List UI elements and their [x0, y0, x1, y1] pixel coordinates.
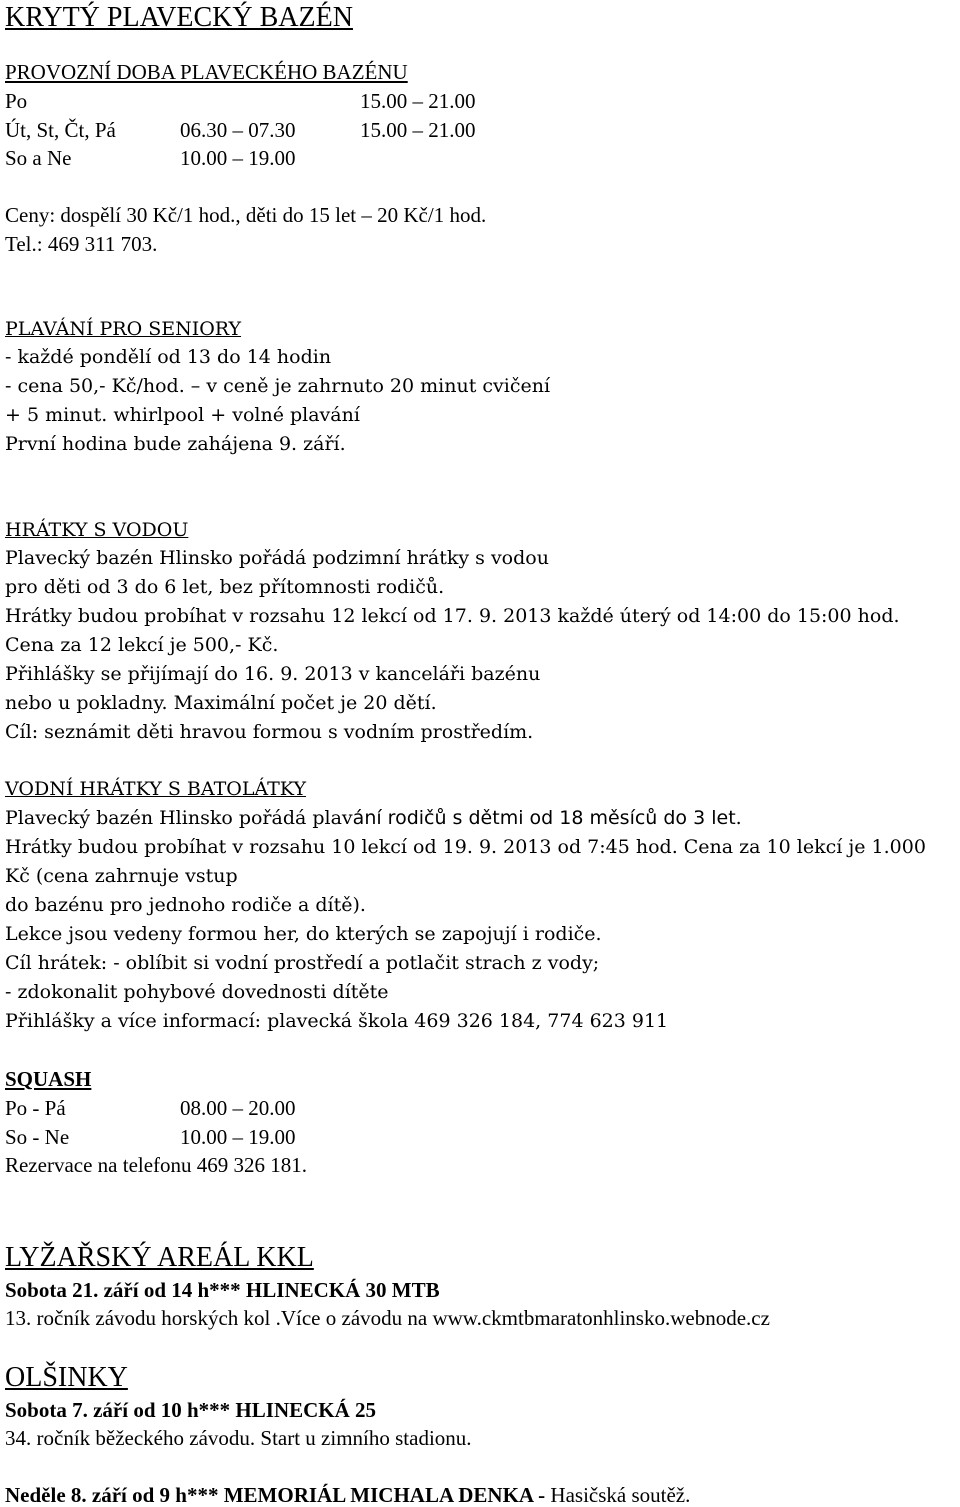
water-games-heading: HRÁTKY S VODOU — [5, 519, 189, 541]
squash-reservation: Rezervace na telefonu 469 326 181. — [5, 1153, 308, 1177]
water-games-line: Plavecký bazén Hlinsko pořádá podzimní hrátky s vodou — [5, 547, 549, 569]
intro-part: . — [735, 807, 742, 829]
toddler-games-line: Cíl hrátek: - oblíbit si vodní prostředí a potlačit strach z vody; — [5, 952, 600, 974]
toddler-games-intro — [5, 809, 742, 828]
water-games-line: Cena za 12 lekcí je 500,- Kč. — [5, 634, 279, 656]
olsinky-heading: OLŠINKY — [5, 1362, 128, 1393]
seniors-line: - cena 50,- Kč/hod. – v ceně je zahrnuto 20 minut cvičení — [5, 375, 551, 397]
water-games-line: Hrátky budou probíhat v rozsahu 12 lekcí od 17. 9. 2013 každé úterý od 14:00 do 15:00 hod. — [5, 605, 900, 627]
olsinky-event2 — [5, 1485, 690, 1506]
olsinky-event: Sobota 7. září od 10 h*** HLINECKÁ 25 — [5, 1398, 377, 1422]
hours-morning: 06.30 – 07.30 — [180, 118, 296, 142]
toddler-games-line: Lekce jsou vedeny formou her, do kterých se zapojují i rodiče. — [5, 923, 602, 945]
hours-morning: 10.00 – 19.00 — [180, 146, 296, 170]
seniors-line: + 5 minut. whirlpool + volné plavání — [5, 404, 360, 426]
toddler-games-line: do bazénu pro jednoho rodiče a dítě). — [5, 894, 366, 916]
squash-time: 10.00 – 19.00 — [180, 1125, 296, 1149]
hours-heading: PROVOZNÍ DOBA PLAVECKÉHO BAZÉNU — [5, 60, 408, 84]
event2-bold: Neděle 8. září od 9 h*** MEMORIÁL MICHALA DENKA - — [5, 1483, 551, 1507]
toddler-games-heading: VODNÍ HRÁTKY S BATOLÁTKY — [5, 778, 307, 800]
olsinky-desc: 34. ročník běžeckého závodu. Start u zimního stadionu. — [5, 1426, 472, 1450]
seniors-heading: PLAVÁNÍ PRO SENIORY — [5, 318, 242, 340]
hours-day: So a Ne — [5, 146, 72, 170]
water-games-line: pro děti od 3 do 6 let, bez přítomnosti rodičů. — [5, 576, 445, 598]
seniors-line: První hodina bude zahájena 9. září. — [5, 433, 346, 455]
intro-part: Plavecký bazén Hlinsko pořádá plav — [5, 807, 353, 829]
ski-desc: 13. ročník závodu horských kol .Více o závodu na www.ckmtbmaratonhlinsko.webnode.cz — [5, 1306, 770, 1330]
hours-day: Po — [5, 89, 28, 113]
hours-day: Út, St, Čt, Pá — [5, 118, 116, 142]
hours-afternoon: 15.00 – 21.00 — [360, 89, 476, 113]
intro-part: ání rodičů s dětmi od 18 měsíců do 3 let — [352, 807, 736, 829]
event2-rest: Hasičská soutěž. — [550, 1483, 691, 1507]
squash-heading: SQUASH — [5, 1067, 92, 1091]
seniors-line: - každé pondělí od 13 do 14 hodin — [5, 346, 332, 368]
ski-heading: LYŽAŘSKÝ AREÁL KKL — [5, 1242, 314, 1273]
toddler-games-line: - zdokonalit pohybové dovednosti dítěte — [5, 981, 389, 1003]
squash-time: 08.00 – 20.00 — [180, 1096, 296, 1120]
squash-day: Po - Pá — [5, 1096, 66, 1120]
prices-text: Ceny: dospělí 30 Kč/1 hod., děti do 15 let – 20 Kč/1 hod. — [5, 203, 487, 227]
toddler-games-line: Přihlášky a více informací: plavecká škola 469 326 184, 774 623 911 — [5, 1010, 669, 1032]
squash-day: So - Ne — [5, 1125, 70, 1149]
toddler-games-line: Hrátky budou probíhat v rozsahu 10 lekcí od 19. 9. 2013 od 7:45 hod. Cena za 10 lekcí je 1.000 — [5, 836, 926, 858]
water-games-line: Cíl: seznámit děti hravou formou s vodním prostředím. — [5, 721, 534, 743]
hours-afternoon: 15.00 – 21.00 — [360, 118, 476, 142]
phone-text: Tel.: 469 311 703. — [5, 232, 158, 256]
water-games-line: nebo u pokladny. Maximální počet je 20 dětí. — [5, 692, 437, 714]
ski-event: Sobota 21. září od 14 h*** HLINECKÁ 30 MTB — [5, 1278, 440, 1302]
water-games-line: Přihlášky se přijímají do 16. 9. 2013 v kanceláři bazénu — [5, 663, 541, 685]
page-title: KRYTÝ PLAVECKÝ BAZÉN — [5, 2, 353, 33]
toddler-games-line: Kč (cena zahrnuje vstup — [5, 865, 238, 887]
